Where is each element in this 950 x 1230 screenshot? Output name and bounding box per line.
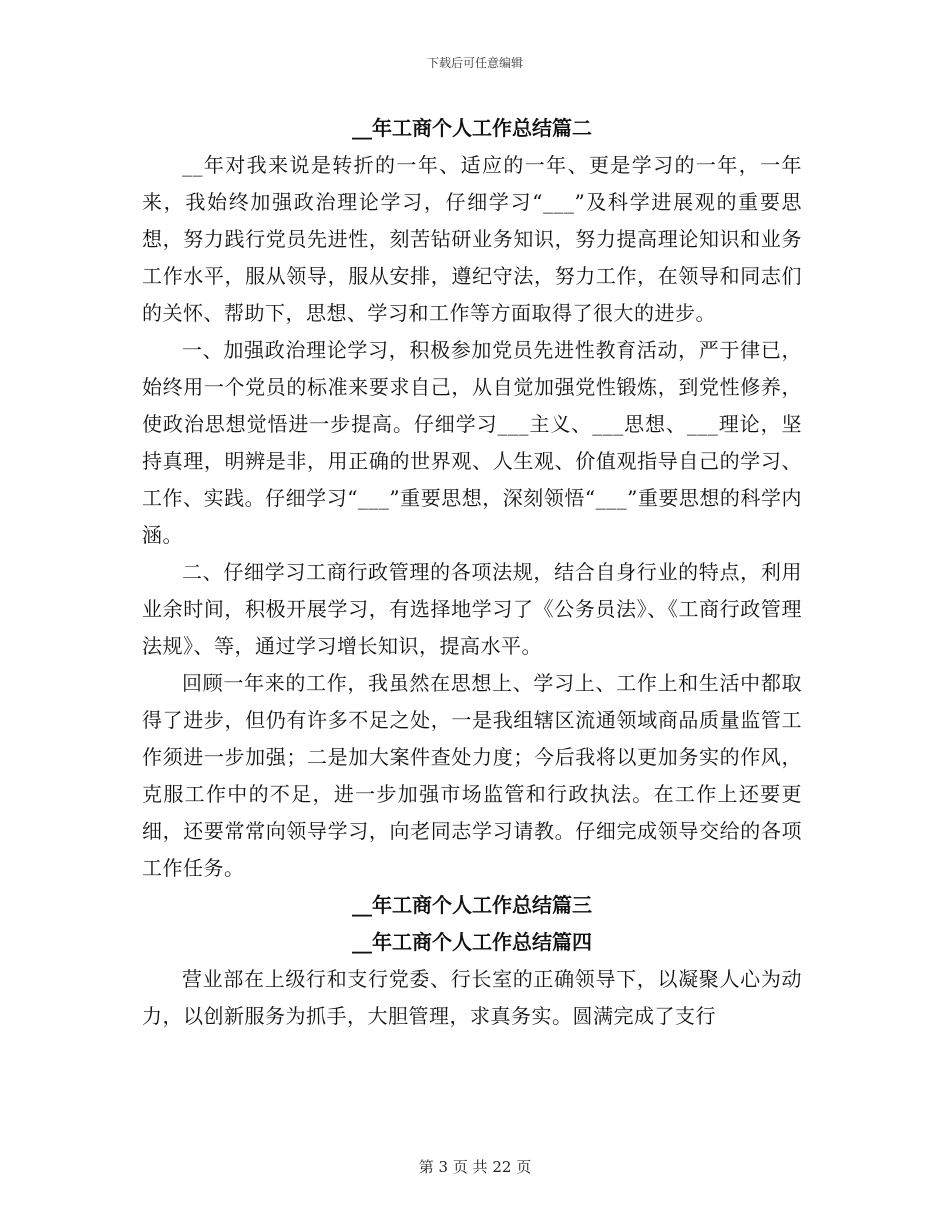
page-number: 第 3 页 共 22 页	[418, 1158, 532, 1176]
section-title-4: __年工商个人工作总结篇四	[352, 930, 592, 954]
page-header: 下载后可任意编辑	[426, 56, 523, 70]
paragraph: 二、仔细学习工商行政管理的各项法规，结合自身行业的特点，利用业余时间，积极开展学习，有选择地学习了《公务员法》、《工商行政管理法规》、等，通过学习增长知识，提高水平。	[142, 560, 802, 658]
paragraph: 回顾一年来的工作，我虽然在思想上、学习上、工作上和生活中都取得了进步，但仍有许多不足之处，一是我组辖区流通领域商品质量监管工作须进一步加强；二是加大案件查处力度；今后我将以更加务实的作风，克服工作中的不足，进一步加强市场监管和行政执法。在工作上还要更细，还要常常向领导学习，向老同志学习请教。仔细完成领导交给的各项工作任务。	[142, 671, 802, 880]
paragraph: 营业部在上级行和支行党委、行长室的正确领导下，以凝聚人心为动力，以创新服务为抓手，大胆管理，求真务实。圆满完成了支行	[142, 967, 802, 1028]
paragraph: __年对我来说是转折的一年、适应的一年、更是学习的一年，一年来，我始终加强政治理论学习，仔细学习“___”及科学进展观的重要思想，努力践行党员先进性，刻苦钻研业务知识，努力提高理论知识和业务工作水平，服从领导，服从安排，遵纪守法，努力工作，在领导和同志们的关怀、帮助下，思想、学习和工作等方面取得了很大的进步。	[142, 153, 802, 325]
paragraph: 一、加强政治理论学习，积极参加党员先进性教育活动，严于律已，始终用一个党员的标准来要求自己，从自觉加强党性锻炼，到党性修养，使政治思想觉悟进一步提高。仔细学习___主义、___思想、___理论，坚持真理，明辨是非，用正确的世界观、人生观、价值观指导自己的学习、工作、实践。仔细学习“___”重要思想，深刻领悟“___”重要思想的科学内涵。	[142, 338, 802, 547]
section-title-2: __年工商个人工作总结篇二	[352, 116, 592, 140]
document-body	[142, 110, 802, 1035]
section-title-3: __年工商个人工作总结篇三	[352, 893, 592, 917]
